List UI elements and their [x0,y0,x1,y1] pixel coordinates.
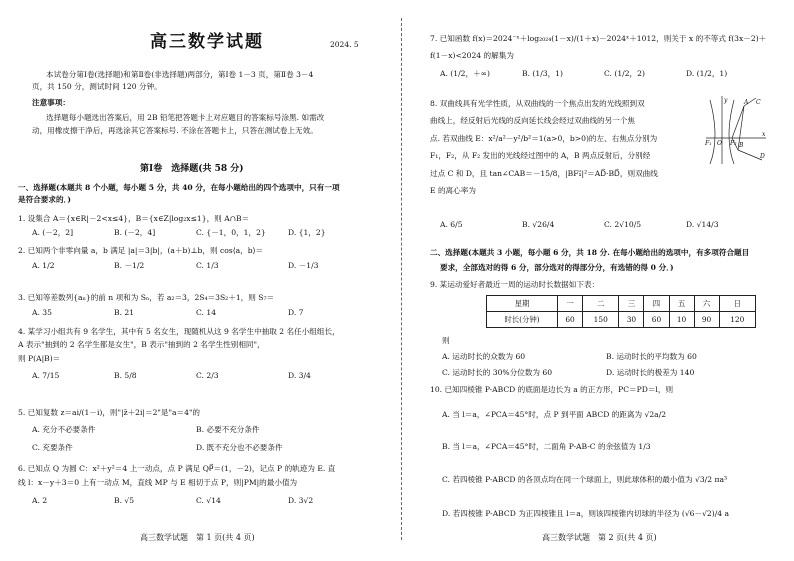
question-4 [18,327,392,381]
question-7 [430,34,786,78]
question-stem: 1. 设集合 A＝{x∈R|－2<x≤4}，B＝{x∈Z|log₂x≤1}，则 A∩B＝ [18,214,250,223]
label-f2: F₂ [730,140,737,147]
question-stem: 则 P(A|B)＝ [18,353,61,363]
option-d: D. {1，2} [288,228,326,238]
option-d: D. 若四棱锥 P-ABCD 为正四棱锥且 l＝a，则该四棱锥内切球的半径为 (√6－√2)/4 a [442,508,730,518]
option-b: B. 运动时长的平均数为 60 [606,352,697,361]
hyperbola-right-branch [729,100,734,164]
option-c: C. 2√10/5 [604,220,642,229]
label-f1: F₁ [705,140,712,147]
label-c: C [756,99,761,106]
question-8-options [440,220,780,229]
label-d: D [760,153,765,160]
question-stem: 线 l：x－y＋3＝0 上有一动点 M，直线 MP 与 E 相切于点 P，则|PM|的最小值为 [18,478,298,488]
option-a: A. 6/5 [440,220,463,229]
page-footer: 高三数学试题 第 1 页(共 4 页) [140,533,255,542]
option-c: C. 14 [196,308,217,318]
question-stem: E 的离心率为 [430,186,476,196]
question-stem: 曲线上，经反射后光线的反向延长线会经过双曲线的另一个焦 [430,116,636,126]
instruction-line: 一、选择题(本题共 8 个小题，每小题 5 分，共 40 分，在每小题给出的四个选项中，只有一项 [18,183,340,192]
option-a: A. (－2，2] [32,228,74,238]
table-header-cell: 三 [619,296,644,312]
instruction-line: 要求，全部选对的得 6 分，部分选对的得部分分，有选错的得 0 分．) [440,263,674,273]
question-1 [18,214,392,238]
instruction-line: 是符合要求的．) [18,195,71,205]
option-d: D. －1/3 [288,261,319,271]
option-d: D. 3√2 [288,495,314,505]
option-c: C. (1/2，2) [604,68,645,78]
option-a: A. 1/2 [32,261,55,271]
question-stem: 3. 已知等差数列{aₙ}的前 n 项和为 Sₙ，若 a₂＝3，2S₄＝3S₂＋1，则 S₇＝ [18,293,275,302]
option-a: A. 7/15 [32,371,60,381]
table-header-cell: 星期 [487,296,558,312]
table-header-cell: 四 [644,296,669,312]
table-cell: 时长(分钟) [487,312,558,328]
question-stem: 4. 某学习小组共有 9 名学生，其中有 5 名女生，现随机从这 9 名学生中抽取 2 名任小组组长， [18,327,340,336]
exam-title: 高三数学试题 [150,32,264,52]
question-9-options [442,352,782,378]
question-stem: F₁，F₂，从 F₂ 发出的光线经过图中的 A，B 两点反射后，分别经 [430,151,651,161]
option-d: D. 运动时长的极差为 140 [606,368,695,378]
table-header-cell: 一 [558,296,583,312]
table-cell: 60 [644,312,669,328]
option-a: A. 运动时长的众数为 60 [442,352,526,361]
option-d: D. 既不充分也不必要条件 [196,442,283,452]
section1-heading: 第Ⅰ卷 选择题(共 58 分) [140,164,244,174]
question-9 [430,280,786,289]
option-d: D. 7 [288,308,304,318]
option-a: A. 35 [32,308,52,318]
notice-line: 动，用橡皮擦干净后，再选涂其它答案标号. 不涂在答题卡上，只答在测试卷上无效。 [32,125,318,135]
option-a: A. 充分不必要条件 [32,425,96,435]
option-d: D. √14/3 [686,220,719,229]
option-b: B. √26/4 [522,220,555,229]
section2-instructions [430,248,786,273]
label-y: y [724,97,728,104]
label-b: B [739,142,744,149]
table-header-cell: 二 [583,296,619,312]
ray-f2-a [732,106,744,138]
hyperbola-figure [704,94,768,166]
option-b: B. 5/8 [114,371,137,381]
table-cell: 60 [558,312,583,328]
option-b: B. －1/2 [114,261,145,271]
table-header-row [487,296,756,312]
option-c: C. 若四棱锥 P-ABCD 的各顶点均在同一个球面上，则此球体积的最小值为 √3/2 πa³ [442,475,728,485]
option-c: C. 1/3 [196,261,219,271]
question-stem: 点. 若双曲线 E：x²/a²－y²/b²＝1(a>0，b>0)的左、右焦点分别为 [430,133,658,143]
exercise-time-table [486,295,756,328]
question-2 [18,246,392,271]
question-6 [18,464,392,505]
question-stem: 10. 已知四棱锥 P-ABCD 的底面是边长为 a 的正方形，PC＝PD＝l，则 [430,385,674,394]
section1-instructions [18,183,392,205]
question-stem: 5. 已知复数 z＝ai/(1－i)，则"|z̄＋2i|＝2"是"a＝4"的 [18,408,201,417]
question-stem: 过点 C 和 D，且 tan∠CAB＝－15/8，|BF₁⃗|²＝AD⃗·BD⃗，则双曲线 [430,168,658,178]
option-b: B. 21 [114,308,135,318]
intro-line: 页，共 150 分，测试时间 120 分钟。 [32,82,162,92]
option-b: B. √5 [114,495,135,505]
question-stem: 2. 已知两个非零向量 a，b 满足 |a|＝3|b|，(a＋b)⊥b，则 cos⟨a，b⟩＝ [18,246,264,255]
option-b: B. 当 l＝a，∠PCA＝45°时，二面角 P-AB-C 的余弦值为 1/3 [442,441,651,451]
instruction-line: 二、选择题(本题共 3 小题，每小题 6 分，共 18 分. 在每小题给出的选项中，有多项符合题目 [430,248,750,257]
table-header-cell: 日 [719,296,755,312]
question-stem: 7. 已知函数 f(x)＝2024⁻ˣ＋log₂₀₂₄(1－x)/(1＋x)－2024ˣ＋1012，则关于 x 的不等式 f(3x－2)＋ [430,34,767,43]
table-cell: 90 [694,312,719,328]
option-b: B. 必要不充分条件 [196,425,260,435]
option-a: A. 当 l＝a，∠PCA＝45°时，点 P 到平面 ABCD 的距离为 √2a/2 [442,410,667,420]
table-cell: 10 [669,312,694,328]
label-o: O [717,140,722,147]
option-c: C. {－1，0，1，2} [196,228,266,238]
table-cell: 150 [583,312,619,328]
question-8 [430,99,702,196]
question-stem: A 表示"抽到的 2 名学生都是女生"，B 表示"抽到的 2 名学生性别相同"， [18,340,265,350]
question-3 [18,293,392,318]
option-b: B. (1/3，1) [522,68,563,78]
question-stem: 8. 双曲线具有光学性质，从双曲线的一个焦点出发的光线照到双 [430,99,645,108]
option-c: C. 2/3 [196,371,219,381]
label-a: A [744,99,749,106]
page-footer: 高三数学试题 第 2 页(共 4 页) [542,533,657,542]
intro-line: 本试卷分第Ⅰ卷(选择题)和第Ⅱ卷(非选择题)两部分，第Ⅰ卷 1－3 页，第Ⅱ卷 3－4 [46,70,314,79]
table-cell: 120 [719,312,755,328]
option-c: C. √14 [196,495,221,505]
table-cell: 30 [619,312,644,328]
question-stem: 6. 已知点 Q 为圆 C：x²＋y²＝4 上一动点，点 P 满足 QP⃗＝(1，－2)，记点 P 的轨迹为 E. 直 [18,464,336,473]
question-10 [430,385,786,518]
intro-block [32,70,392,135]
table-row [487,312,756,328]
option-a: A. 2 [32,495,48,505]
label-x: x [762,131,766,138]
question-stem: 9. 某运动爱好者最近一周的运动时长数据如下表： [430,280,600,289]
question-9-then: 则 [442,336,450,345]
question-5 [18,408,392,452]
ray-b-d [738,150,762,160]
option-d: D. (1/2，1) [686,68,728,78]
option-a: A. (1/2，＋∞) [440,68,490,78]
exam-date: 2024. 5 [330,40,359,49]
table-header-cell: 五 [669,296,694,312]
hyperbola-left-branch [710,100,715,164]
option-d: D. 3/4 [288,371,311,381]
question-stem: f(1－x)<2024 的解集为 [430,51,514,61]
option-b: B. (－2，4] [114,228,156,238]
option-c: C. 运动时长的 30%分位数为 60 [442,368,553,378]
notice-line: 选择题每小题选出答案后，用 2B 铅笔把答题卡上对应题目的答案标号涂黑. 如需改 [46,113,325,123]
notice-title: 注意事项： [32,97,70,107]
option-c: C. 充要条件 [32,442,73,452]
page-right [402,0,794,561]
table-header-cell: 六 [694,296,719,312]
